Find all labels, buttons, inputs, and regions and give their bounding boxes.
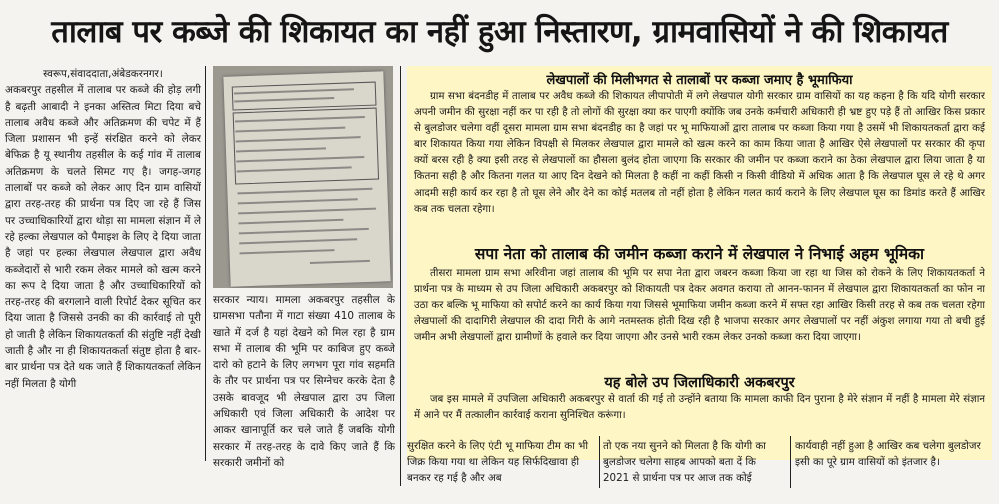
column-rule	[400, 66, 401, 486]
box-paragraph-3: जब इस मामले में उपजिला अधिकारी अकबरपुर से वार्ता की गई तो उन्होंने बताया कि मामला काफी दिन पुराना है मेरे संज्ञान में नहीं है मामला मेरे संज्ञान में आने पर मैं तत्कालीन कार्रवाई कराना सुनिश्चित करूंगा।	[414, 394, 985, 422]
article-column-4: तो एक नया सुनने को मिलता है कि योगी का बुलडोजर चलेगा साहब आपको बता दें कि 2021 से प्रार्थना पत्र पर आज तक कोई	[603, 440, 766, 484]
box-heading-1: लेखपालों की मिलीभगत से तालाबों पर कब्जा जमाए है भूमाफिया	[546, 73, 853, 88]
article-column-3: सुरक्षित करने के लिए एंटी भू माफिया टीम का भी जिक्र किया गया था लेकिन यह सिर्फदिखावा ही बनकर रह गई है और अब	[407, 440, 588, 484]
article-column-2	[213, 292, 395, 488]
box-heading-3: यह बोले उप जिलाधिकारी अकबरपुर	[604, 375, 795, 391]
box-paragraph-1: ग्राम सभा बंदनडीह में तालाब पर अवैध कब्जे की शिकायत लीपापोती में लगे लेखपाल योगी सरकार ग्राम वासियों का यह कहना है कि यदि योगी सरकार अपनी जमीन की सुरक्षा नहीं कर पा रही है तो लोगों की सुरक्षा क्या कर पाएगी क्योंकि जब उनके कर्मचारी अधिकारी ही भ्रष्ट हुए पड़े हैं तो आखिर किस प्रकार से बुलडोजर चलेगा वहीं दूसरा मामला ग्राम सभा बंदनडीह का है जहां पर भू माफियाओं द्वारा तालाब पर कब्जा किया गया है उसमें भी शिकायतकर्ता द्वारा कई बार शिकायत किया गया लेकिन विपक्षी से मिलकर लेखपाल द्वारा मामले को खत्म करने का काम किया जाता है आखिर ऐसे लेखपालों पर सरकार की कृपा क्यों बरस रही है क्या इसी तरह से लेखपालों का हौसला बुलंद होता जाएगा कि सरकार की जमीन पर कब्जा कराने का ठेका लेखपाल द्वारा लिया जाता है या कितना सही है और कितना गलत या आए दिन देखने को मिलता है कहीं ना कहीं किसी न किसी वीडियो में अधिक आता है कि लेखपाल घूस ले रहे थे अगर आदमी सही कार्य कर रहा है तो घूस लेने और देने का कोई मतलब तो नहीं होता है लेकिन गलत कार्य कराने के लिए लेखपाल घूस का डिमांड करते हैं आखिर कब तक चलता रहेगा।	[414, 91, 985, 215]
article-column-1	[5, 66, 201, 486]
column-rule	[790, 436, 791, 488]
article-column-5: कार्यवाही नहीं हुआ है आखिर कब चलेगा बुलडोजर इसी का पूरे ग्राम वासियों को इंतजार है।	[795, 440, 981, 468]
column-rule	[599, 436, 600, 488]
column-rule	[205, 66, 206, 461]
column-1-text: अकबरपुर तहसील में तालाब पर कब्जे की होड़ लगी है बढ़ती आबादी ने इनका अस्तित्व मिटा दिया बचे तालाब अवैध कब्जे और अतिक्रमण की चपेट में हैं जिला प्रशासन भी इन्हें संरक्षित करने को लेकर बेफिक्र है यू स्थानीय तहसील के कई गांव में तालाब अतिक्रमण के चलते सिमट गए है। जगह-जगह तालाबों पर कब्जे को लेकर आए दिन ग्राम वासियों द्वारा तरह-तरह की प्रार्थना पत्र दिए जा रहे हैं जिस पर उच्चाधिकारियों द्वारा थोड़ा सा मामला संज्ञान में ले रहे हल्का लेखपाल को पैमाइश के लिए दे दिया जाता है जहां पर हल्का लेखपाल लेखपाल द्वारा अवैध कब्जेदारों से भारी रकम लेकर मामले को खत्म करने का रूप दे दिया जाता है और उच्चाधिकारियों को तरह-तरह की बरगलाने वाली रिपोर्ट देकर सूचित कर दिया जाता है जिससे उनकी का की कार्रवाई तो पूरी हो जाती है लेकिन शिकायतकर्ता की संतुष्टि नहीं देखी जाती है और ना ही शिकायतकर्ता संतुष्ट होता है बार-बार प्रार्थना पत्र देते थक जाते हैं शिकायतकर्ता लेकिन नहीं मिलता है योगी	[5, 84, 201, 390]
complaint-letter-paper	[223, 71, 390, 286]
complaint-letter-photo	[213, 66, 393, 288]
headline: तालाब पर कब्जे की शिकायत का नहीं हुआ निस्तारण, ग्रामवासियों ने की शिकायत	[51, 14, 948, 50]
box-heading-2: सपा नेता को तालाब की जमीन कब्जा कराने में लेखपाल ने निभाई अहम भूमिका	[474, 245, 925, 263]
box-paragraph-2: तीसरा मामला ग्राम सभा अरिवीना जहां तालाब की भूमि पर सपा नेता द्वारा जबरन कब्जा किया जा रहा था जिस को रोकने के लिए शिकायतकर्ता ने प्रार्थना पत्र के माध्यम से उप जिला अधिकारी अकबरपुर को शिकायती पत्र देकर अवगत कराया तो आनन-फानन में लेखपाल द्वारा शिकायतकर्ता का फोन ना उठा कर बल्कि भू माफिया को सपोर्ट करने का कार्य किया गया जिससे भूमाफिया जमीन कब्जा करने में सफ्त रहा आखिर किसी तरह से कब तक चलता रहेगा लेखपालों की दादागिरी लेखपाल की दादा गिरी के आगे नतमस्तक होती दिख रही है भाजपा सरकार अगर लेखपालों पर नहीं अंकुश लगाया गया तो बची हुई जमीन अभी लेखपालों द्वारा ग्रामीणों के हवाले कर दिया जाएगा और उनसे भारी रकम लेकर उनको कब्जा करा दिया जाएगा।	[414, 268, 985, 344]
byline: स्वरूप,संवाददाता,अंबेडकरनगर।	[43, 68, 163, 80]
column-2-text: सरकार न्याय। मामला अकबरपुर तहसील के ग्रामसभा पतौना में गाटा संख्या 410 तालाब के खाते में दर्ज है यहां देखने को मिल रहा है ग्राम सभा में तालाब की भूमि पर काबिज हुए कब्जे दारो को हटाने के लिए लगभग पूरा गांव सहमति के तौर पर प्रार्थना पत्र पर सिग्नेचर करके देता है उसके बावजूद भी लेखपाल द्वारा उप जिला अधिकारी एवं जिला अधिकारी के आदेश पर आकर खानापूर्ति कर चले जाते हैं जबकि योगी सरकार में तरह-तरह के दावे किए जाते हैं कि सरकारी जमीनों को	[213, 294, 395, 469]
